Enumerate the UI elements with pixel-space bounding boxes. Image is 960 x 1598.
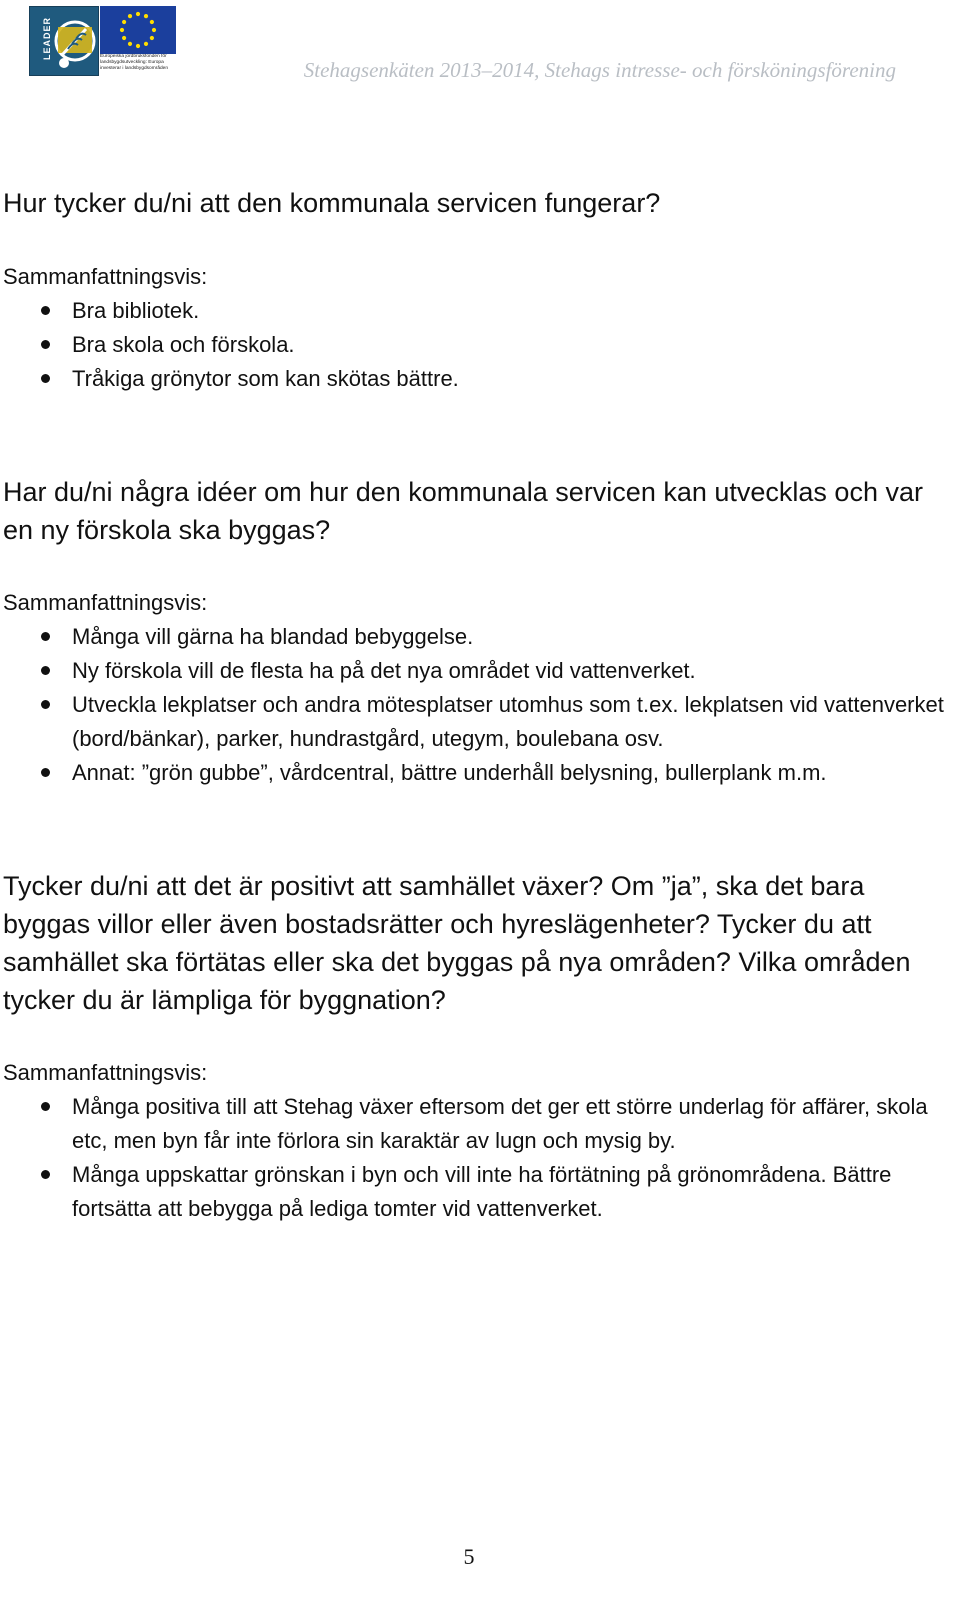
summary-label-1: Sammanfattningsvis: <box>3 264 208 289</box>
list-item <box>3 1158 953 1226</box>
list-item-text: Ny förskola vill de flesta ha på det nya området vid vattenverket. <box>72 658 696 683</box>
list-item <box>3 654 953 688</box>
summary-list-2 <box>3 620 953 790</box>
summary-label-2: Sammanfattningsvis: <box>3 590 208 615</box>
list-item-text: Många vill gärna ha blandad bebyggelse. <box>72 624 474 649</box>
running-header: Stehagsenkäten 2013–2014, Stehags intresse- och försköningsförening <box>303 58 896 82</box>
eu-flag <box>100 6 176 54</box>
bullet-icon <box>41 306 50 315</box>
list-item <box>3 328 953 362</box>
leader-logo-text: LEADER <box>42 16 52 60</box>
wheat-emblem-icon <box>52 11 98 73</box>
list-item-text: Utveckla lekplatser och andra mötesplatser utomhus som t.ex. lekplatsen vid vattenverket (bord/bänkar), parker, hundrastgård, utegym, boulebana osv. <box>72 692 944 751</box>
list-item-text: Bra skola och förskola. <box>72 332 295 357</box>
list-item-text: Tråkiga grönytor som kan skötas bättre. <box>72 366 459 391</box>
bullet-icon <box>41 374 50 383</box>
question-3: Tycker du/ni att det är positivt att samhället växer? Om ”ja”, ska det bara byggas villor eller även bostadsrätter och hyreslägenheter? Tycker du att samhället ska förtätas eller ska det byggas på nya områden? Vilka områden tycker du är lämpliga för byggnation? <box>3 871 911 1015</box>
question-2: Har du/ni några idéer om hur den kommunala servicen kan utvecklas och var en ny förskola ska byggas? <box>3 477 923 545</box>
list-item-text: Många positiva till att Stehag växer eftersom det ger ett större underlag för affärer, skola etc, men byn får inte förlora sin karaktär av lugn och mysig by. <box>72 1094 928 1153</box>
summary-label-3: Sammanfattningsvis: <box>3 1060 208 1085</box>
leader-logo <box>29 6 99 76</box>
question-1: Hur tycker du/ni att den kommunala servicen fungerar? <box>3 188 661 218</box>
list-item <box>3 294 953 328</box>
list-item <box>3 620 953 654</box>
bullet-icon <box>41 632 50 641</box>
page-number: 5 <box>463 1544 475 1569</box>
bullet-icon <box>41 666 50 675</box>
bullet-icon <box>41 700 50 709</box>
eu-caption: Europeiska jordbruksfonden för landsbygdsutveckling: Europa investerar i landsbygdsområden <box>100 54 168 71</box>
list-item <box>3 1090 953 1158</box>
list-item-text: Bra bibliotek. <box>72 298 200 323</box>
list-item-text: Annat: ”grön gubbe”, vårdcentral, bättre underhåll belysning, bullerplank m.m. <box>72 760 827 785</box>
bullet-icon <box>41 340 50 349</box>
list-item <box>3 362 953 396</box>
page-header <box>0 0 960 90</box>
eu-logo <box>100 6 176 78</box>
bullet-icon <box>41 1102 50 1111</box>
list-item <box>3 756 953 790</box>
summary-list-1 <box>3 294 953 396</box>
summary-list-3 <box>3 1090 953 1226</box>
eu-stars-icon <box>100 6 176 54</box>
list-item-text: Många uppskattar grönskan i byn och vill inte ha förtätning på grönområdena. Bättre fortsätta att bebygga på lediga tomter vid vattenverket. <box>72 1162 892 1221</box>
bullet-icon <box>41 1170 50 1179</box>
bullet-icon <box>41 768 50 777</box>
list-item <box>3 688 953 756</box>
